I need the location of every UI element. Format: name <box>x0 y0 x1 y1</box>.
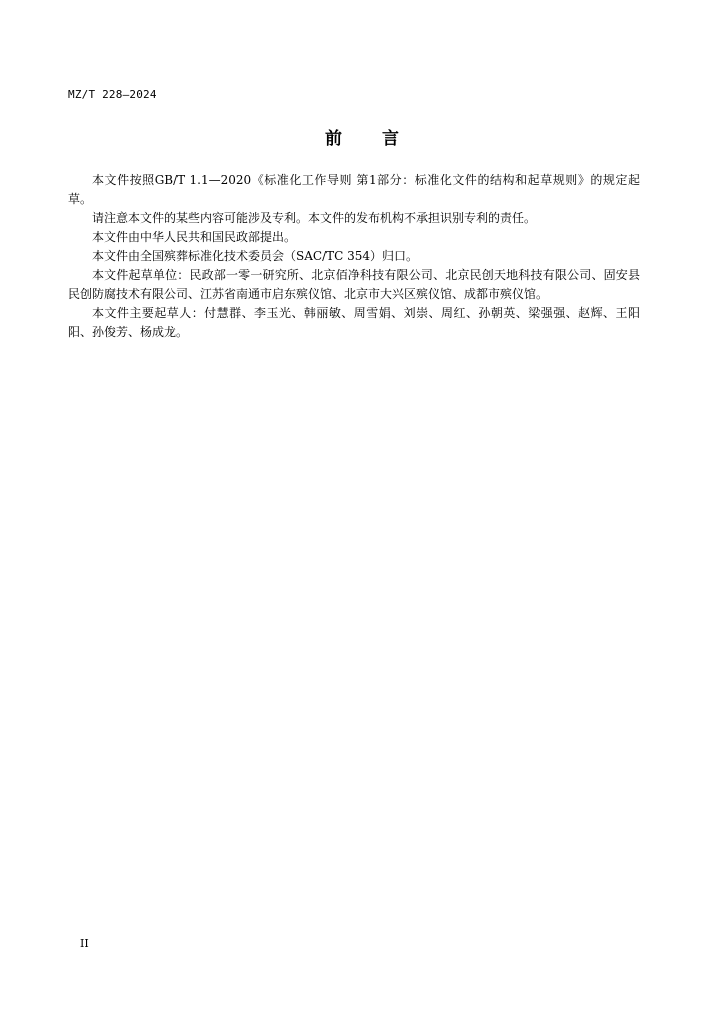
paragraph-drafting-units: 本文件起草单位：民政部一零一研究所、北京佰净科技有限公司、北京民创天地科技有限公司、固安县民创防腐技术有限公司、江苏省南通市启东殡仪馆、北京市大兴区殡仪馆、成都市殡仪馆。 <box>68 268 640 301</box>
standard-code: MZ/T 228—2024 <box>68 88 157 101</box>
paragraph-proposer: 本文件由中华人民共和国民政部提出。 <box>92 230 297 244</box>
page-number: II <box>80 937 89 950</box>
title-char-2: 言 <box>382 129 399 149</box>
foreword-body <box>68 171 640 342</box>
title-char-1: 前 <box>325 129 342 149</box>
page-title <box>0 124 724 149</box>
paragraph-drafting-rules: 本文件按照GB/T 1.1—2020《标准化工作导则 第1部分：标准化文件的结构和起草规则》的规定起草。 <box>68 173 640 206</box>
paragraph-committee: 本文件由全国殡葬标准化技术委员会（SAC/TC 354）归口。 <box>92 249 419 263</box>
paragraph-patent-notice: 请注意本文件的某些内容可能涉及专利。本文件的发布机构不承担识别专利的责任。 <box>92 211 537 225</box>
paragraph-drafters: 本文件主要起草人：付慧群、李玉光、韩丽敏、周雪娟、刘崇、周红、孙朝英、梁强强、赵辉、王阳阳、孙俊芳、杨成龙。 <box>68 306 640 339</box>
